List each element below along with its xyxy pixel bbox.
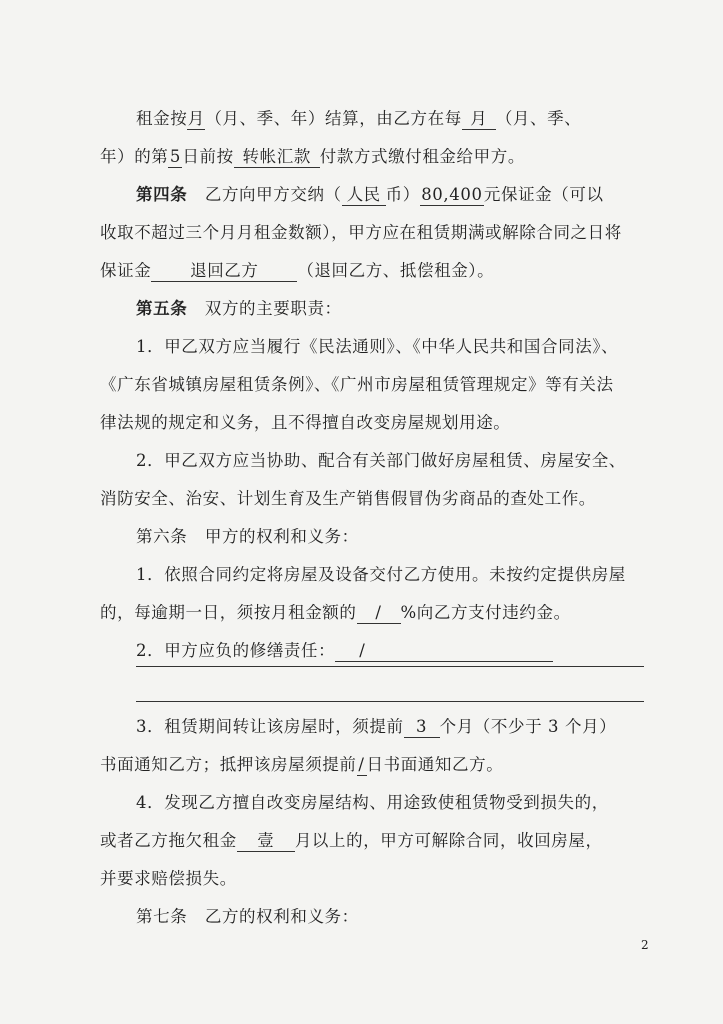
payment-method-field: 转帐汇款 (234, 147, 320, 168)
deposit-amount-field: 80,400 (421, 185, 483, 204)
clause-5-item-2: 2．甲乙双方应当协助、配合有关部门做好房屋租赁、房屋安全、 (136, 451, 626, 470)
mortgage-notice-field: / (358, 755, 365, 774)
clause-4-heading: 第四条 (136, 185, 188, 204)
blank-rule-1 (136, 666, 644, 667)
clause-6-item-3-cont: 书面通知乙方；抵押该房屋须提前 / 日书面通知乙方。 (100, 755, 504, 774)
deposit-handling-field: 退回乙方 (151, 261, 297, 282)
clause-5-item-2-cont: 消防安全、治安、计划生育及生产销售假冒伪劣商品的查处工作。 (100, 489, 596, 508)
settlement-period-field: 月 (187, 109, 205, 128)
clause-7-heading-line: 第七条 乙方的权利和义务： (136, 907, 359, 926)
clause-6-item-1: 1．依照合同约定将房屋及设备交付乙方使用。未按约定提供房屋 (136, 565, 626, 584)
currency-field: 人民 (342, 185, 386, 206)
clause-5-heading-line: 第五条 双方的主要职责： (136, 299, 342, 318)
clause-4-line-3: 保证金 退回乙方 （退回乙方、抵偿租金）。 (100, 261, 495, 280)
clause-5-item-1-cont-2: 律法规的规定和义务，且不得擅自改变房屋规划用途。 (100, 413, 511, 432)
clause-6-item-4-cont-2: 并要求赔偿损失。 (100, 869, 237, 888)
payment-cycle-field: 月 (462, 109, 496, 130)
clause-6-item-1-cont: 的，每逾期一日，须按月租金额的 / %向乙方支付违约金。 (100, 603, 571, 622)
clause-5-heading: 第五条 (136, 299, 188, 318)
clause-7-heading: 第七条 (136, 907, 188, 926)
clause-3-rent-settlement: 租金按月（月、季、年）结算，由乙方在每 月 （月、季、 (136, 109, 582, 128)
clause-6-item-2: 2．甲方应负的修缮责任： / (136, 640, 696, 662)
clause-5-item-1: 1．甲乙双方应当履行《民法通则》、《中华人民共和国合同法》、 (136, 337, 619, 356)
penalty-rate-field: / (357, 603, 401, 624)
clause-5-item-1-cont: 《广东省城镇房屋租赁条例》、《广州市房屋租赁管理规定》等有关法 (100, 375, 614, 394)
transfer-notice-field: 3 (404, 717, 440, 738)
payment-day-field: 5 (169, 147, 181, 166)
repair-responsibility-field: / (335, 641, 553, 662)
clause-6-heading-line: 第六条 甲方的权利和义务： (136, 527, 359, 546)
arrears-months-field: 壹 (237, 831, 295, 852)
clause-4-deposit: 第四条 乙方向甲方交纳（ 人民 币）80,400元保证金（可以 (136, 185, 604, 204)
clause-6-heading: 第六条 (136, 527, 188, 546)
clause-3-payment-method: 年）的第5日前按 转帐汇款 付款方式缴付租金给甲方。 (100, 147, 525, 166)
clause-6-item-4: 4．发现乙方擅自改变房屋结构、用途致使租赁物受到损失的， (136, 793, 609, 812)
blank-rule-2 (136, 701, 644, 702)
page-number: 2 (641, 938, 649, 952)
clause-6-item-4-cont: 或者乙方拖欠租金 壹 月以上的，甲方可解除合同，收回房屋， (100, 831, 603, 850)
clause-6-item-3: 3．租赁期间转让该房屋时，须提前 3 个月（不少于 3 个月） (136, 717, 617, 736)
clause-4-line-2: 收取不超过三个月月租金数额），甲方应在租赁期满或解除合同之日将 (100, 223, 622, 242)
